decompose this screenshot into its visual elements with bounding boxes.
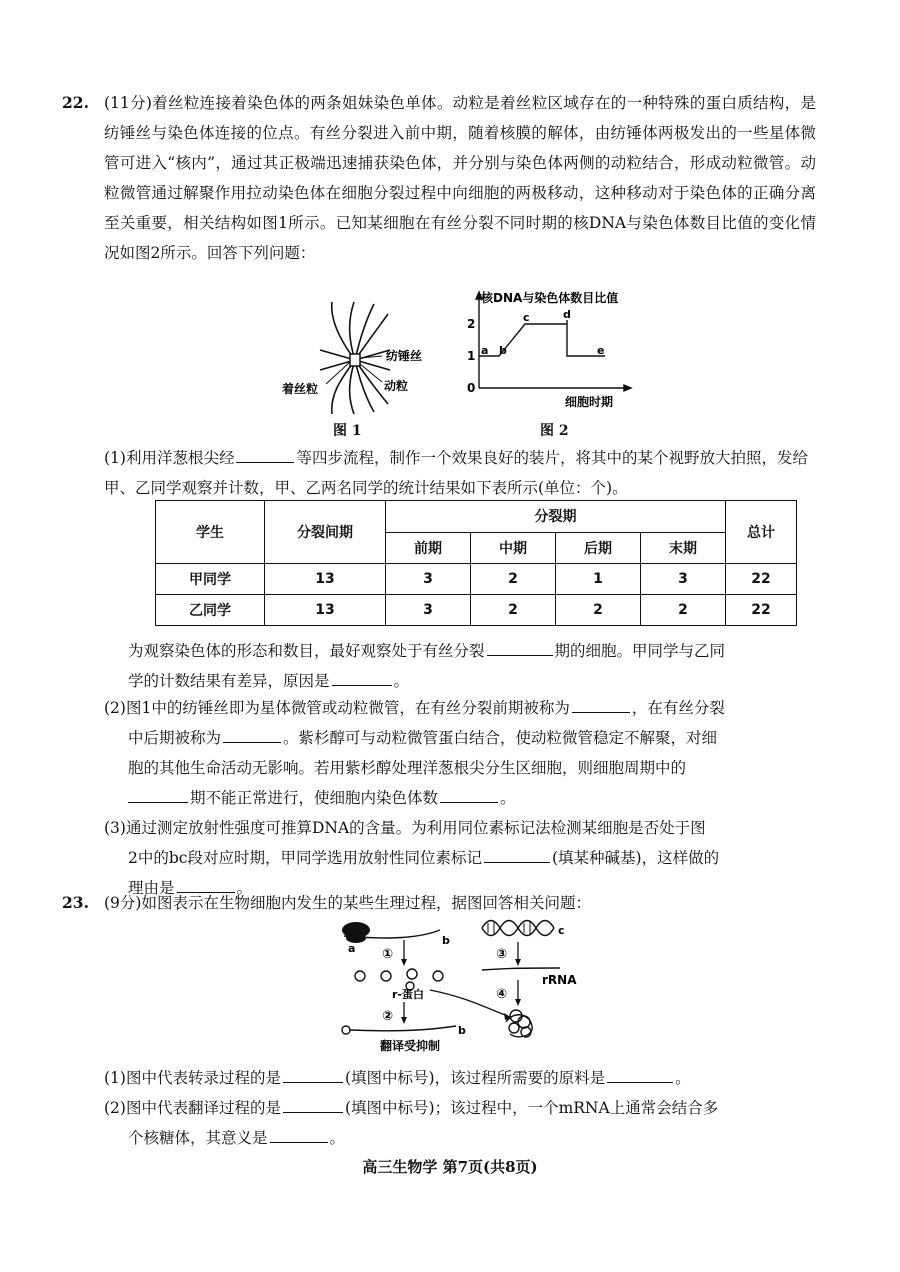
text: 。紫杉醇可与动粒微管蛋白结合，使动粒微管稳定不解聚，对细: [283, 729, 718, 747]
text: 。: [675, 1069, 691, 1087]
figure-1-caption: 图 1: [333, 423, 362, 439]
header-interphase: 分裂间期: [265, 501, 386, 564]
q22-sub2-line4: [128, 783, 818, 813]
answer-blank[interactable]: [440, 784, 498, 803]
q23-sub2-line2: [128, 1123, 818, 1153]
table-row: [156, 564, 797, 595]
answer-blank[interactable]: [332, 667, 392, 686]
answer-blank[interactable]: [270, 1124, 328, 1143]
label-kinetochore: 动粒: [384, 379, 409, 393]
label-r-protein: r-蛋白: [392, 988, 424, 1001]
q22-after-table-line2: [128, 666, 818, 696]
text: 。: [393, 672, 410, 690]
label-b-top: b: [442, 934, 450, 947]
point-e: e: [597, 344, 605, 357]
label-a: a: [348, 942, 356, 955]
text: 。: [500, 789, 516, 807]
cell-anaphase: 2: [556, 595, 641, 626]
text: (2)图中代表翻译过程的是: [104, 1099, 281, 1117]
header-prophase: 前期: [386, 532, 471, 564]
header-mitosis: 分裂期: [386, 501, 726, 533]
answer-blank[interactable]: [236, 444, 294, 463]
point-c: c: [523, 311, 530, 324]
point-d: d: [563, 308, 571, 321]
q22-sub1: [104, 443, 816, 503]
cell-name: 甲同学: [156, 564, 265, 595]
label-c: c: [558, 924, 565, 937]
text: (2)图1中的纺锤丝即为星体微管或动粒微管，在有丝分裂前期被称为: [104, 699, 570, 717]
step-2: ②: [382, 1009, 394, 1024]
text: 。: [236, 879, 253, 897]
cell-metaphase: 2: [471, 564, 556, 595]
label-b-bottom: b: [458, 1024, 466, 1037]
graph-x-label: 细胞时期: [565, 395, 614, 409]
cell-telophase: 3: [641, 564, 726, 595]
text: 期不能正常进行，使细胞内染色体数: [190, 789, 439, 807]
cell-interphase: 13: [265, 595, 386, 626]
q22-sub1-text-b: 等四步流程，制作一个效果良好的装片，将其中的某个视野放大拍照，发给甲、乙同学观察并计数，甲、乙两名同学的统计结果如下表所示(单位：个)。: [104, 449, 808, 497]
label-centromere: 着丝粒: [282, 382, 319, 396]
page-footer: 高三生物学 第7页(共8页): [362, 1158, 538, 1176]
step-3: ③: [496, 947, 508, 962]
cell-interphase: 13: [265, 564, 386, 595]
q22-sub1-text-a: (1)利用洋葱根尖经: [104, 449, 235, 467]
header-anaphase: 后期: [556, 532, 641, 564]
q23-sub1: [104, 1063, 816, 1093]
text: (填某种碱基)，这样做的: [551, 849, 720, 867]
q22-sub2-line2: [128, 723, 818, 753]
text: 2中的bc段对应时期，甲同学选用放射性同位素标记: [128, 849, 482, 867]
count-table: [155, 500, 797, 626]
q23-sub2-line1: [104, 1093, 816, 1123]
figure-2-ratio-graph: [455, 288, 655, 413]
text: (填图中标号)，该过程所需要的原料是: [344, 1069, 606, 1087]
answer-blank[interactable]: [128, 784, 188, 803]
q22-after-table-line1: [128, 636, 818, 666]
point-a: a: [481, 344, 489, 357]
header-student: 学生: [156, 501, 265, 564]
answer-blank[interactable]: [572, 694, 630, 713]
text: 。: [329, 1129, 346, 1147]
cell-prophase: 3: [386, 564, 471, 595]
label-spindle: 纺锤丝: [386, 349, 423, 363]
answer-blank[interactable]: [283, 1064, 343, 1083]
question-23-number: 23.: [62, 893, 89, 912]
text: 中后期被称为: [128, 729, 222, 747]
cell-name: 乙同学: [156, 595, 265, 626]
cell-total: 22: [726, 595, 797, 626]
text: 理由是: [128, 879, 175, 897]
cell-total: 22: [726, 564, 797, 595]
text: 个核糖体，其意义是: [128, 1129, 268, 1147]
answer-blank[interactable]: [484, 844, 550, 863]
answer-blank[interactable]: [487, 637, 553, 656]
figure-1-chromosome-diagram: [270, 300, 460, 415]
figure-2-caption: 图 2: [540, 423, 569, 439]
text: 期的细胞。甲同学与乙同: [554, 642, 726, 660]
figure-23-translation-diagram: [330, 918, 610, 1058]
graph-y-label: 核DNA与染色体数目比值: [481, 291, 619, 305]
q22-sub3-line2: [128, 843, 818, 873]
table-row: [156, 595, 797, 626]
q22-sub3-line1: (3)通过测定放射性强度可推算DNA的含量。为利用同位素标记法检测某细胞是否处于图: [104, 819, 706, 837]
cell-anaphase: 1: [556, 564, 641, 595]
point-b: b: [499, 344, 507, 357]
answer-blank[interactable]: [607, 1064, 673, 1083]
question-22-stem: (11分)着丝粒连接着染色体的两条姐妹染色单体。动粒是着丝粒区域存在的一种特殊的蛋白质结构，是纺锤丝与染色体连接的位点。有丝分裂进入前中期，随着核膜的解体，由纺锤体两极发出的一些星体微管可进入“核内”，通过其正极端迅速捕获染色体，并分别与染色体两侧的动粒结合，形成动粒微管。动粒微管通过解聚作用拉动染色体在细胞分裂过程中向细胞的两极移动，这种移动对于染色体的正确分离至关重要，相关结构如图1所示。已知某细胞在有丝分裂不同时期的核DNA与染色体数目比值的变化情况如图2所示。回答下列问题：: [104, 94, 816, 262]
cell-telophase: 2: [641, 595, 726, 626]
text: 为观察染色体的形态和数目，最好观察处于有丝分裂: [128, 642, 485, 660]
cell-metaphase: 2: [471, 595, 556, 626]
tick-1: 1: [467, 349, 476, 363]
q22-sub2-line3: 胞的其他生命活动无影响。若用紫杉醇处理洋葱根尖分生区细胞，则细胞周期中的: [128, 759, 687, 777]
question-22-number: 22.: [62, 93, 89, 112]
text: (填图中标号)；该过程中，一个mRNA上通常会结合多: [344, 1099, 719, 1117]
step-1: ①: [382, 947, 394, 962]
text: 学的计数结果有差异，原因是: [128, 672, 330, 690]
answer-blank[interactable]: [283, 1094, 343, 1113]
answer-blank[interactable]: [223, 724, 281, 743]
text: ，在有丝分裂: [631, 699, 725, 717]
cell-prophase: 3: [386, 595, 471, 626]
q22-sub2-line1: [104, 693, 818, 723]
header-telophase: 末期: [641, 532, 726, 564]
tick-0: 0: [467, 381, 476, 395]
text: (1)图中代表转录过程的是: [104, 1069, 281, 1087]
label-rrna: rRNA: [542, 973, 577, 987]
step-4: ④: [496, 987, 508, 1002]
tick-2: 2: [467, 317, 476, 331]
header-metaphase: 中期: [471, 532, 556, 564]
label-translation-inhibited: 翻译受抑制: [380, 1039, 441, 1053]
question-23-stem: (9分)如图表示在生物细胞内发生的某些生理过程，据图回答相关问题：: [104, 894, 591, 912]
header-total: 总计: [726, 501, 797, 564]
